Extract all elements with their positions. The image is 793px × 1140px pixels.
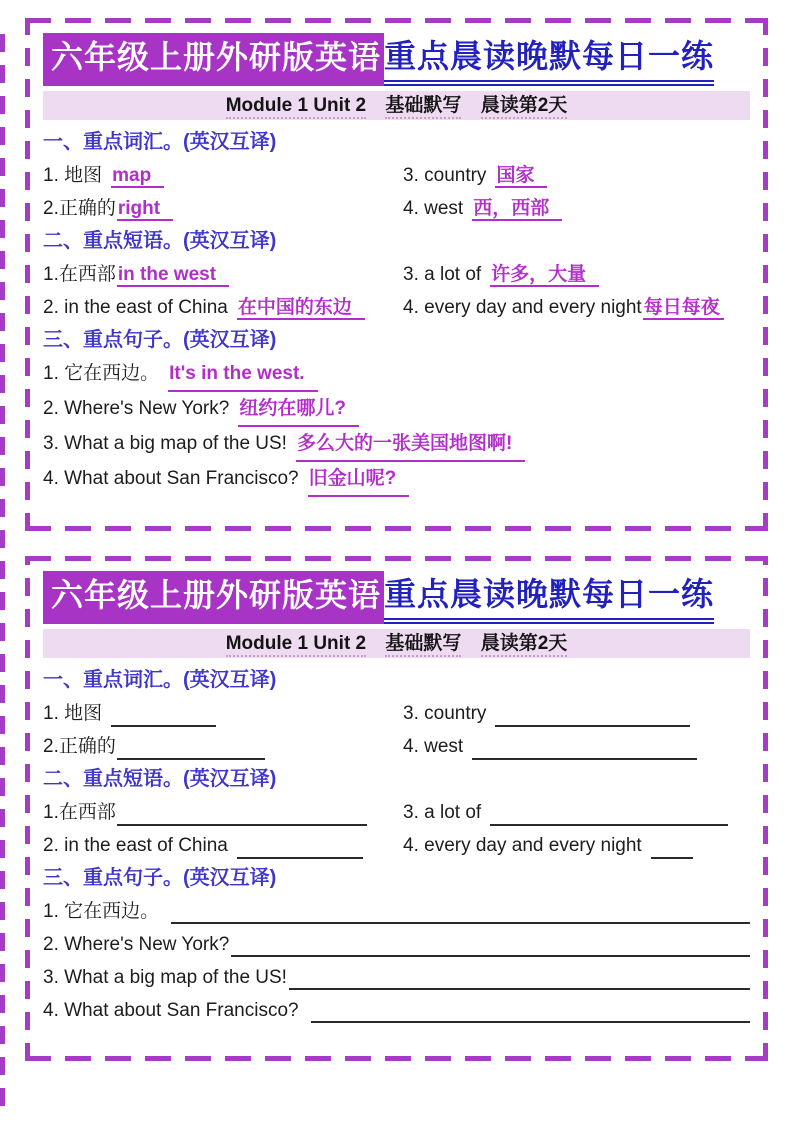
- vocab-item: [403, 192, 750, 225]
- vocab-item: [43, 192, 403, 225]
- item-prompt: 3. a lot of: [403, 264, 482, 285]
- answer-blank: [289, 962, 750, 990]
- sentence-row: [43, 392, 750, 427]
- answer-blank: [651, 834, 693, 859]
- item-answer: map: [111, 165, 164, 188]
- worksheet-title: [43, 33, 750, 86]
- item-prompt: 1.在西部: [43, 264, 116, 285]
- phrase-item: [403, 258, 750, 291]
- sentence-prompt: 3. What a big map of the US!: [43, 433, 287, 454]
- sentence-row: [43, 994, 750, 1027]
- phrase-item: [403, 829, 750, 862]
- answer-blank: [111, 702, 216, 727]
- item-answer: 在中国的东边: [237, 297, 365, 320]
- section-heading-vocabulary: 一、重点词汇。(英汉互译): [43, 131, 277, 153]
- item-prompt: 1.在西部: [43, 802, 116, 823]
- answer-blank: [311, 995, 750, 1023]
- sentence-answer: 多么大的一张美国地图啊!: [296, 427, 525, 462]
- worksheet-panel-blank: [25, 556, 768, 1061]
- lesson-subtitle-bar: [43, 91, 750, 120]
- worksheet-title: [43, 571, 750, 624]
- phrase-item: [43, 796, 403, 829]
- sentence-prompt: 1. 它在西边。: [43, 363, 160, 384]
- answer-blank: [490, 801, 728, 826]
- answer-blank: [117, 735, 265, 760]
- section-heading-sentences: 三、重点句子。(英汉互译): [43, 329, 277, 351]
- item-prompt: 4. west: [403, 198, 464, 219]
- item-answer: 西，西部: [472, 198, 562, 221]
- sentence-prompt: 1. 它在西边。: [43, 901, 160, 922]
- section-heading-sentences: 三、重点句子。(英汉互译): [43, 867, 277, 889]
- item-prompt: 4. west: [403, 736, 464, 757]
- title-banner-right: 重点晨读晚默每日一练: [384, 571, 714, 624]
- answer-blank: [231, 929, 750, 957]
- vocab-item: [403, 730, 750, 763]
- item-prompt: 3. country: [403, 165, 487, 186]
- item-prompt: 3. country: [403, 703, 487, 724]
- sentence-prompt: 4. What about San Francisco?: [43, 468, 299, 489]
- answer-blank: [472, 735, 697, 760]
- item-prompt: 1. 地图: [43, 165, 103, 186]
- sentence-row: [43, 895, 750, 928]
- item-prompt: 2. in the east of China: [43, 297, 228, 318]
- title-banner-right: 重点晨读晚默每日一练: [384, 33, 714, 86]
- subtitle-type: 基础默写: [385, 95, 461, 119]
- sentence-answer: 旧金山呢?: [308, 462, 410, 497]
- answer-blank: [117, 801, 367, 826]
- item-answer: in the west: [117, 264, 229, 287]
- vocab-item: [43, 697, 403, 730]
- phrase-item: [43, 258, 403, 291]
- sentence-row: [43, 462, 750, 497]
- section-heading-vocabulary: 一、重点词汇。(英汉互译): [43, 669, 277, 691]
- item-prompt: 3. a lot of: [403, 802, 482, 823]
- item-prompt: 2.正确的: [43, 198, 116, 219]
- item-prompt: 4. every day and every night: [403, 297, 642, 318]
- sentence-prompt: 2. Where's New York?: [43, 398, 230, 419]
- answer-blank: [237, 834, 363, 859]
- vocab-item: [43, 730, 403, 763]
- vocabulary-grid: [43, 697, 750, 763]
- vocab-item: [403, 697, 750, 730]
- item-prompt: 1. 地图: [43, 703, 103, 724]
- phrase-item: [43, 291, 403, 324]
- sentence-row: [43, 357, 750, 392]
- vocabulary-grid: [43, 159, 750, 225]
- item-answer: 许多，大量: [490, 264, 599, 287]
- subtitle-day: 晨读第2天: [481, 633, 568, 657]
- answer-blank: [495, 702, 690, 727]
- item-answer: 每日每夜: [643, 297, 724, 320]
- sentence-row: [43, 427, 750, 462]
- sentence-prompt: 2. Where's New York?: [43, 934, 230, 955]
- sentence-prompt: 3. What a big map of the US!: [43, 967, 287, 988]
- phrase-item: [403, 796, 750, 829]
- answer-blank: [171, 896, 750, 924]
- section-heading-phrases: 二、重点短语。(英汉互译): [43, 230, 277, 252]
- lesson-subtitle-bar: [43, 629, 750, 658]
- item-prompt: 4. every day and every night: [403, 835, 642, 856]
- vocab-item: [403, 159, 750, 192]
- sentence-row: [43, 961, 750, 994]
- sentence-prompt: 4. What about San Francisco?: [43, 1000, 299, 1021]
- subtitle-module: Module 1 Unit 2: [226, 95, 366, 119]
- sentence-answer: It's in the west.: [168, 357, 317, 392]
- phrases-grid: [43, 258, 750, 324]
- sentence-answer: 纽约在哪儿?: [238, 392, 359, 427]
- worksheet-panel-answered: [25, 18, 768, 531]
- subtitle-type: 基础默写: [385, 633, 461, 657]
- title-banner-left: 六年级上册外研版英语: [43, 33, 384, 86]
- title-banner-left: 六年级上册外研版英语: [43, 571, 384, 624]
- sentence-row: [43, 928, 750, 961]
- phrase-item: [43, 829, 403, 862]
- item-prompt: 2.正确的: [43, 736, 116, 757]
- phrases-grid: [43, 796, 750, 862]
- vocab-item: [43, 159, 403, 192]
- item-answer: right: [117, 198, 173, 221]
- item-answer: 国家: [495, 165, 547, 188]
- subtitle-module: Module 1 Unit 2: [226, 633, 366, 657]
- section-heading-phrases: 二、重点短语。(英汉互译): [43, 768, 277, 790]
- page-edge-dashed-border: [0, 34, 5, 1112]
- subtitle-day: 晨读第2天: [481, 95, 568, 119]
- item-prompt: 2. in the east of China: [43, 835, 228, 856]
- phrase-item: [403, 291, 750, 324]
